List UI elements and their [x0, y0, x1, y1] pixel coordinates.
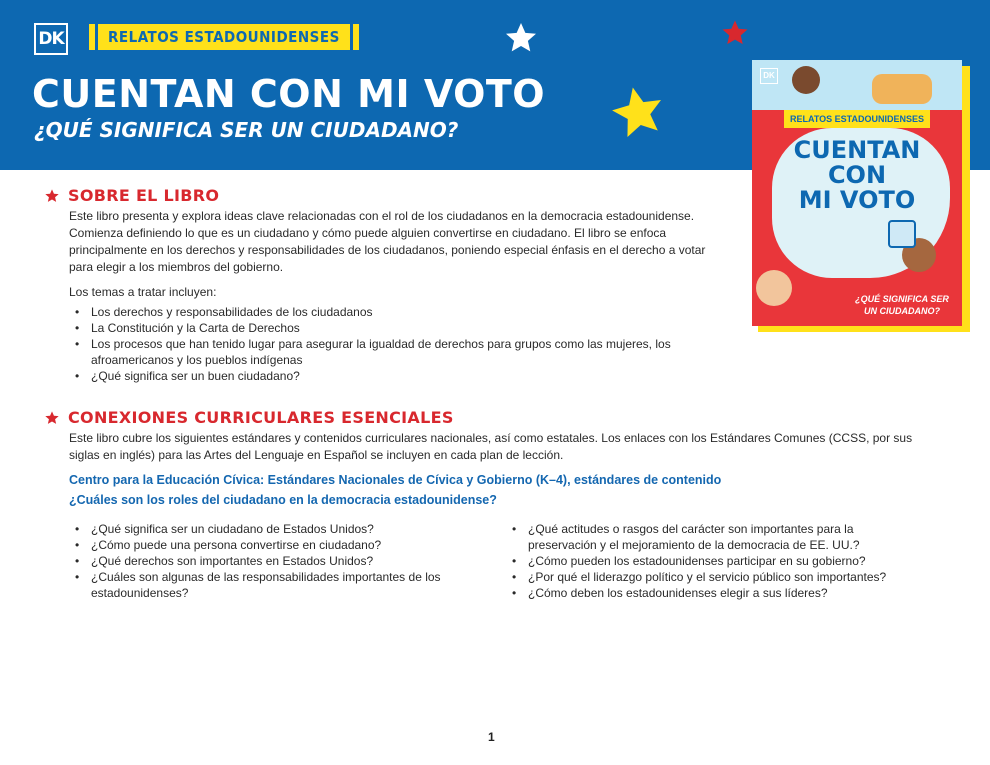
curriculum-paragraph: Este libro cubre los siguientes estándares y contenidos curriculares nacionales, así como estatales. Los enlaces con los Estándares Comunes (CCSS, por sus siglas en inglés) para las Artes del Lenguaje en Español se incluyen en cada plan de lección. [69, 431, 913, 462]
list-item: • ¿Qué derechos son importantes en Estados Unidos? [69, 553, 459, 569]
page-number: 1 [488, 730, 495, 744]
list-item: • Los derechos y responsabilidades de los ciudadanos [69, 304, 689, 320]
list-item: • ¿Por qué el liderazgo político y el servicio público son importantes? [506, 569, 906, 585]
list-item: • ¿Qué actitudes o rasgos del carácter son importantes para la preservación y el mejoramiento de la democracia de EE. UU.? [506, 521, 906, 553]
red-star-icon [720, 18, 750, 48]
about-paragraph: Este libro presenta y explora ideas clave relacionadas con el rol de los ciudadanos en la democracia estadounidense. Comienza definiendo lo que es un ciudadano y cómo puede alguien convertirse en ciudadano. El libro se enfoca principalmente en los derechos y responsabilidades de los ciudadanos, poniendo especial énfasis en el derecho a votar para elegir a los miembros del gobierno. [69, 209, 706, 274]
book-figure-man [792, 66, 820, 94]
page-subtitle: ¿QUÉ SIGNIFICA SER UN CIUDADANO? [34, 118, 459, 142]
book-title-line: CON [827, 161, 887, 189]
questions-right-list [506, 521, 906, 601]
list-item: • La Constitución y la Carta de Derechos [69, 320, 689, 336]
white-star-icon [503, 20, 539, 56]
list-item: • ¿Cómo puede una persona convertirse en ciudadano? [69, 537, 459, 553]
standard-question: ¿Cuáles son los roles del ciudadano en la democracia estadounidense? [69, 493, 497, 507]
list-item: • ¿Cuáles son algunas de las responsabilidades importantes de los estadounidenses? [69, 569, 459, 601]
questions-left-list [69, 521, 459, 601]
red-star-icon [44, 410, 60, 426]
book-series-label: RELATOS ESTADOUNIDENSES [784, 110, 930, 128]
book-figure-group [872, 74, 932, 104]
book-figure-boy [756, 270, 792, 306]
about-heading-text: SOBRE EL LIBRO [68, 186, 220, 205]
book-title [752, 138, 962, 213]
curriculum-heading [44, 408, 454, 427]
topics-intro: Los temas a tratar incluyen: [69, 285, 217, 299]
yellow-star-icon [608, 82, 668, 142]
red-star-icon [44, 188, 60, 204]
standard-heading: Centro para la Educación Cívica: Estándares Nacionales de Cívica y Gobierno (K–4), estándares de contenido [69, 473, 722, 487]
list-item: • Los procesos que han tenido lugar para asegurar la igualdad de derechos para grupos como las mujeres, los afroamericanos y los pueblos indígenas [69, 336, 689, 368]
book-cover [752, 60, 962, 326]
list-item: • ¿Qué significa ser un ciudadano de Estados Unidos? [69, 521, 459, 537]
series-label: RELATOS ESTADOUNIDENSES [98, 24, 350, 50]
curriculum-heading-text: CONEXIONES CURRICULARES ESENCIALES [68, 408, 454, 427]
book-subtitle: ¿QUÉ SIGNIFICA SER UN CIUDADANO? [855, 294, 949, 316]
page-title: CUENTAN CON MI VOTO [32, 72, 546, 116]
topics-list [69, 304, 689, 384]
about-heading [44, 186, 219, 205]
list-item: • ¿Cómo pueden los estadounidenses participar en su gobierno? [506, 553, 906, 569]
list-item: • ¿Qué significa ser un buen ciudadano? [69, 368, 689, 384]
dk-logo: DK [34, 23, 68, 55]
book-title-line: MI VOTO [798, 186, 916, 214]
book-title-line: CUENTAN [793, 136, 921, 164]
book-peace-sign [888, 220, 916, 248]
list-item: • ¿Cómo deben los estadounidenses elegir a sus líderes? [506, 585, 906, 601]
book-dk-logo: DK [760, 68, 778, 84]
